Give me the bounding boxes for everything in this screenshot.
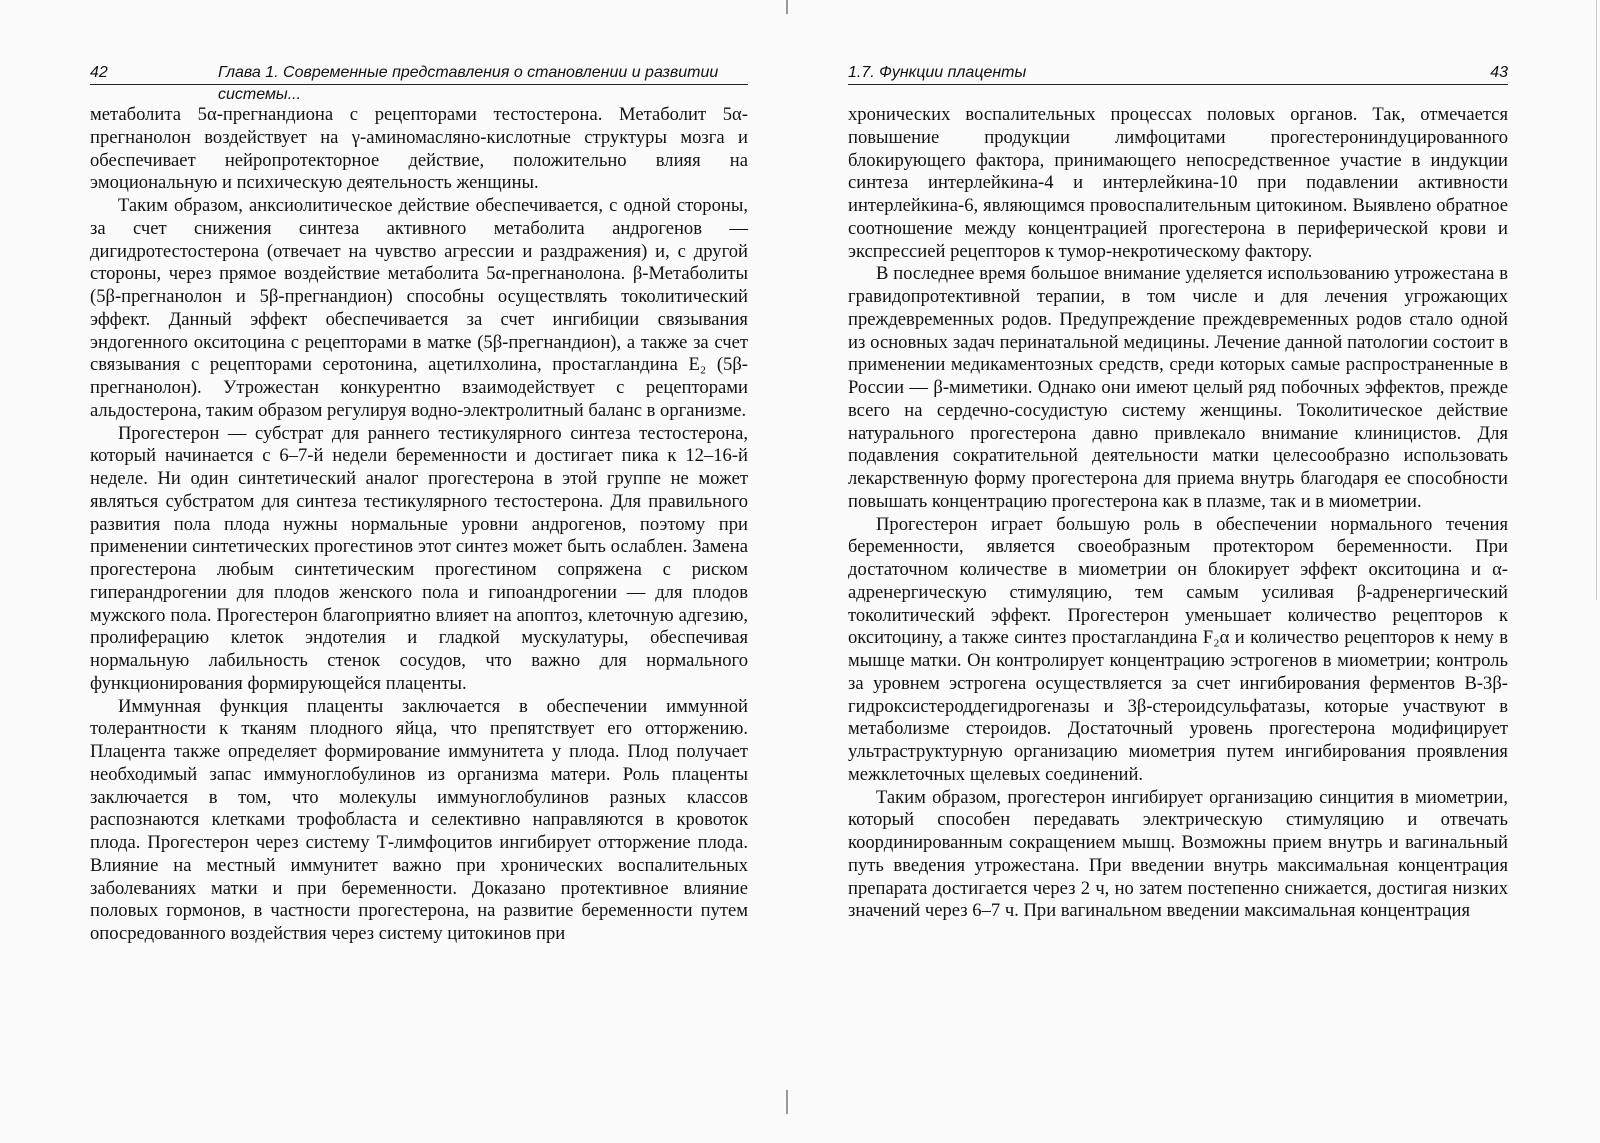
paragraph: В последнее время большое внимание уделяется использованию утрожестана в гравидопротективной терапии, в том числе и для лечения угрожающих преждевременных родов. Предупреждение преждевременных родов стало одной из основных задач перинатальной медицины. Лечение данной патологии состоит в применении медикаментозных средств, среди которых самые распространенные в России — β-миметики. Однако они имеют целый ряд побочных эффектов, прежде всего на сердечно-сосудистую систему женщины. Токолитическое действие натурального прогестерона давно привлекало внимание клиницистов. Для подавления сократительной деятельности матки целесообразно использовать лекарственную форму прогестерона для приема внутрь благодаря ее способности повышать концентрацию прогестерона как в плазме, так и в миометрии. — [848, 263, 1508, 512]
paragraph: Таким образом, анксиолитическое действие обеспечивается, с одной стороны, за счет снижения синтеза активного метаболита андрогенов — дигидротестостерона (отвечает на чувство агрессии и раздражения) и, с другой стороны, через прямое воздействие метаболита 5α-прегнанолона. β-Метаболиты (5β-прегнанолон и 5β-прегнандион) способны осуществлять токолитический эффект. Данный эффект обеспечивается за счет ингибиции связывания эндогенного окситоцина с рецепторами в матке (5β-прегнандион), а также за счет связывания с рецепторами серотонина, ацетилхолина, простагландина E₂ (5β-прегнанолон). Утрожестан конкурентно взаимодействует с рецепторами альдостерона, таким образом регулируя водно-электролитный баланс в организме. — [90, 195, 748, 421]
running-head-right — [848, 62, 1508, 85]
page-number-left: 42 — [90, 64, 108, 81]
paragraph: Прогестерон играет большую роль в обеспечении нормального течения беременности, является своеобразным протектором беременности. При достаточном количестве в миометрии он блокирует эффект окситоцина и α-адренергическую стимуляцию, тем самым усиливая β-адренергический токолитический эффект. Прогестерон уменьшает количество рецепторов к окситоцину, а также синтез простагландина F₂α и количество рецепторов к нему в мышце матки. Он контролирует концентрацию эстрогенов в миометрии; контроль за уровнем эстрогена осуществляется за счет ингибирования ферментов В-3β-гидроксистероддегидрогеназы и 3β-стероидсульфатазы, которые участвуют в метаболизме стероидов. Достаточный уровень прогестерона модифицирует ультраструктурную организацию миометрия путем ингибирования проявления межклеточных щелевых соединений. — [848, 513, 1508, 785]
scan-edge-line — [1596, 0, 1597, 600]
body-text-right — [848, 104, 1508, 923]
paragraph: Иммунная функция плаценты заключается в обеспечении иммунной толерантности к тканям плодного яйца, что препятствует его отторжению. Плацента также определяет формирование иммунитета у плода. Плод получает необходимый запас иммуноглобулинов из организма матери. Роль плаценты заключается в том, что молекулы иммуноглобулинов разных классов распознаются клетками трофобласта и селективно направляются в кровоток плода. Прогестерон через систему Т-лимфоцитов ингибирует отторжение плода. Влияние на местный иммунитет важно при хронических воспалительных заболеваниях матки и при беременности. Доказано протективное влияние половых гормонов, в частности прогестерона, на развитие беременности путем опосредованного воздействия через систему цитокинов при — [90, 695, 748, 944]
chapter-title-header: Глава 1. Современные представления о становлении и развитии системы... — [218, 64, 719, 103]
body-text-left — [90, 104, 748, 946]
binding-mark-top — [786, 0, 788, 14]
page-number-right: 43 — [1490, 64, 1508, 81]
binding-mark-bottom — [786, 1090, 788, 1114]
paragraph: Прогестерон — субстрат для раннего тестикулярного синтеза тестостерона, который начинается с 6–7-й недели беременности и достигает пика к 12–16-й неделе. Ни один синтетический аналог прогестерона в этой группе не может являться субстратом для синтеза тестикулярного тестостерона. Для правильного развития пола плода нужны нормальные уровни андрогенов, поэтому при применении синтетических прогестинов этот синтез может быть ослаблен. Замена прогестерона любым синтетическим прогестином сопряжена с риском гиперандрогении для плодов женского пола и гипоандрогении — для плодов мужского пола. Прогестерон благоприятно влияет на апоптоз, клеточную адгезию, пролиферацию клеток эндотелия и гладкой мускулатуры, обеспечивая нормальную лабильность стенок сосудов, что важно для нормального функционирования формирующейся плаценты. — [90, 422, 748, 694]
right-page — [800, 0, 1600, 1143]
running-head-left — [90, 62, 748, 103]
paragraph: Таким образом, прогестерон ингибирует организацию синцития в миометрии, который способен передавать электрическую стимуляцию и отвечать координированным сокращением мышц. Возможны прием внутрь и вагинальный путь введения утрожестана. При введении внутрь максимальная концентрация препарата достигается через 2 ч, но затем постепенно снижается, достигая низких значений через 6–7 ч. При вагинальном введении максимальная концентрация — [848, 786, 1508, 922]
section-title-header: 1.7. Функции плаценты — [848, 64, 1027, 81]
paragraph: хронических воспалительных процессах половых органов. Так, отмечается повышение продукции лимфоцитами прогестерониндуцированного блокирующего фактора, принимающего непосредственное участие в индукции синтеза интерлейкина-4 и интерлейкина-10 при подавлении активности интерлейкина-6, являющимся провоспалительным цитокином. Выявлено обратное соотношение между концентрацией прогестерона в периферической крови и экспрессией рецепторов к тумор-некротическому фактору. — [848, 104, 1508, 262]
paragraph: метаболита 5α-прегнандиона с рецепторами тестостерона. Метаболит 5α-прегнанолон воздействует на γ-аминомасляно-кислотные структуры мозга и обеспечивает нейропротекторное действие, положительно влияя на эмоциональную и психическую деятельность женщины. — [90, 104, 748, 194]
